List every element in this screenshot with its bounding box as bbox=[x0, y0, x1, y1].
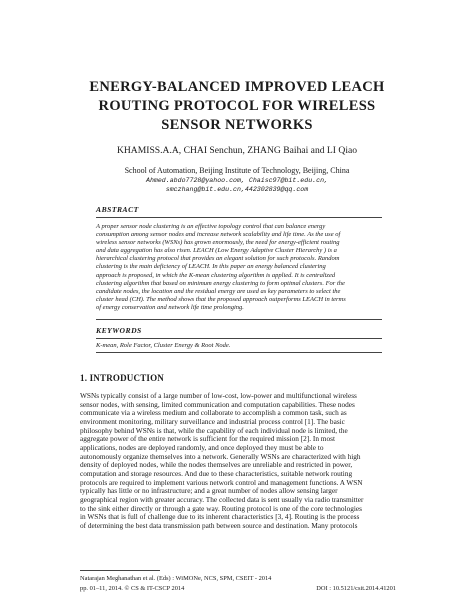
footer-pages-copyright: pp. 01–11, 2014. © CS & IT-CSCP 2014 bbox=[80, 585, 185, 592]
body-line: in WSNs that is full of challenge due to its inherent characteristics [3, 4]. Routing is the process bbox=[80, 512, 360, 522]
body-line: WSNs typically consist of a large number of low-cost, low-power and multifunctional wireless bbox=[80, 391, 357, 400]
email-list bbox=[40, 176, 434, 194]
email-line: smczhang@bit.edu.cn,442302839@qq.com bbox=[165, 186, 309, 193]
body-line: typically has little or no infrastructure; and a great number of nodes allow sensing larger bbox=[80, 486, 338, 496]
body-line: applications, nodes are deployed randomly, and once deployed they must be able to bbox=[80, 442, 324, 452]
introduction-heading: 1. INTRODUCTION bbox=[80, 373, 165, 383]
title-line: ROUTING PROTOCOL FOR WIRELESS bbox=[98, 98, 376, 114]
body-line: geographical region with greater accuracy. The collected data is sent usually via radio transmitter bbox=[80, 494, 364, 504]
body-line: environment monitoring, military surveillance and industrial process control [1]. The basic bbox=[80, 416, 345, 426]
body-line: communicate via a wireless medium and collaborate to accomplish a common task, such as bbox=[80, 408, 347, 418]
body-line: density of deployed nodes, while the nodes themselves are unreliable and restricted in power, bbox=[80, 460, 353, 470]
abstract-line: and data aggregation has also risen. LEACH (Low Energy Adaptive Cluster Hierarchy ) is a bbox=[96, 247, 337, 255]
body-line: sensor nodes, with sensing, limited communication and computation capabilities. These nodes bbox=[80, 399, 355, 409]
abstract-line: clustering algorithm that based on minimum energy clustering to form optimal clusters. For the bbox=[96, 279, 345, 287]
keywords-text: K-mean, Role Factor, Cluster Energy & Root Node. bbox=[96, 342, 231, 349]
email-line: Ahmed.abdo7728@yahoo.com, Chaisc97@bit.edu.cn, bbox=[145, 177, 329, 184]
introduction-text bbox=[80, 392, 396, 531]
abstract-line: hierarchical clustering protocol that provides an elegant solution for such protocols. Random bbox=[96, 255, 340, 263]
paper-title bbox=[60, 78, 414, 135]
abstract-line: approach is proposed, in which the K-mean clustering algorithm is applied. It is centralized bbox=[96, 271, 336, 279]
abstract-line: A proper sensor node clustering is an effective topology control that can balance energy bbox=[96, 223, 326, 230]
title-line: ENERGY-BALANCED IMPROVED LEACH bbox=[89, 79, 385, 95]
body-line: protocols are required to implement various network control and management functions. A WSN bbox=[80, 477, 363, 487]
body-line: philosophy behind WSNs is that, while the capability of each individual node is limited, the bbox=[80, 425, 348, 435]
body-line: to the sink either directly or through a gate way. Routing protocol is one of the core technologies bbox=[80, 503, 363, 513]
footer-doi: DOI : 10.5121/csit.2014.41201 bbox=[316, 585, 396, 592]
abstract-line: clustering is the main deficiency of LEACH. In this paper an energy balanced clustering bbox=[96, 263, 326, 271]
keywords-bottom-rule bbox=[96, 352, 382, 353]
keywords-heading: KEYWORDS bbox=[96, 326, 142, 335]
affiliation: School of Automation, Beijing Institute of Technology, Beijing, China bbox=[124, 166, 350, 175]
title-line: SENSOR NETWORKS bbox=[161, 117, 313, 133]
abstract-line: consumption among sensor nodes and increase network scalability and life time. As the use of bbox=[96, 231, 341, 239]
abstract-line: cluster head (CH). The method shows that the proposed approach outperforms LEACH in terms bbox=[96, 295, 346, 303]
keywords-top-rule bbox=[96, 338, 382, 339]
abstract-line: candidate nodes, the location and the residual energy are used as key parameters to select the bbox=[96, 287, 341, 295]
author-list: KHAMISS.A.A, CHAI Senchun, ZHANG Baihai and LI Qiao bbox=[116, 145, 358, 156]
abstract-heading: ABSTRACT bbox=[96, 205, 139, 214]
abstract-top-rule bbox=[96, 217, 382, 218]
abstract-line: wireless sensor networks (WSNs) has grown enormously, the need for energy-efficient routing bbox=[96, 239, 340, 247]
abstract-bottom-rule bbox=[96, 319, 382, 320]
body-line: computation and storage resources. And due to these characteristics, suitable network routing bbox=[80, 468, 353, 478]
body-line: autonomously organize themselves into a network. Generally WSNs are characterized with high bbox=[80, 451, 361, 461]
body-line: of determining the best data transmission path between source and destination. Many protocols bbox=[80, 520, 358, 530]
abstract-text bbox=[96, 223, 382, 312]
footer-proceedings: Natarajan Meghanathan et al. (Eds) : WiMONe, NCS, SPM, CSEIT - 2014 bbox=[80, 575, 272, 582]
abstract-line: of energy conservation and network life time prolonging. bbox=[96, 303, 244, 311]
footer-rule bbox=[80, 570, 160, 571]
body-line: aggregate power of the entire network is sufficient for the required mission [2]. In most bbox=[80, 434, 335, 444]
